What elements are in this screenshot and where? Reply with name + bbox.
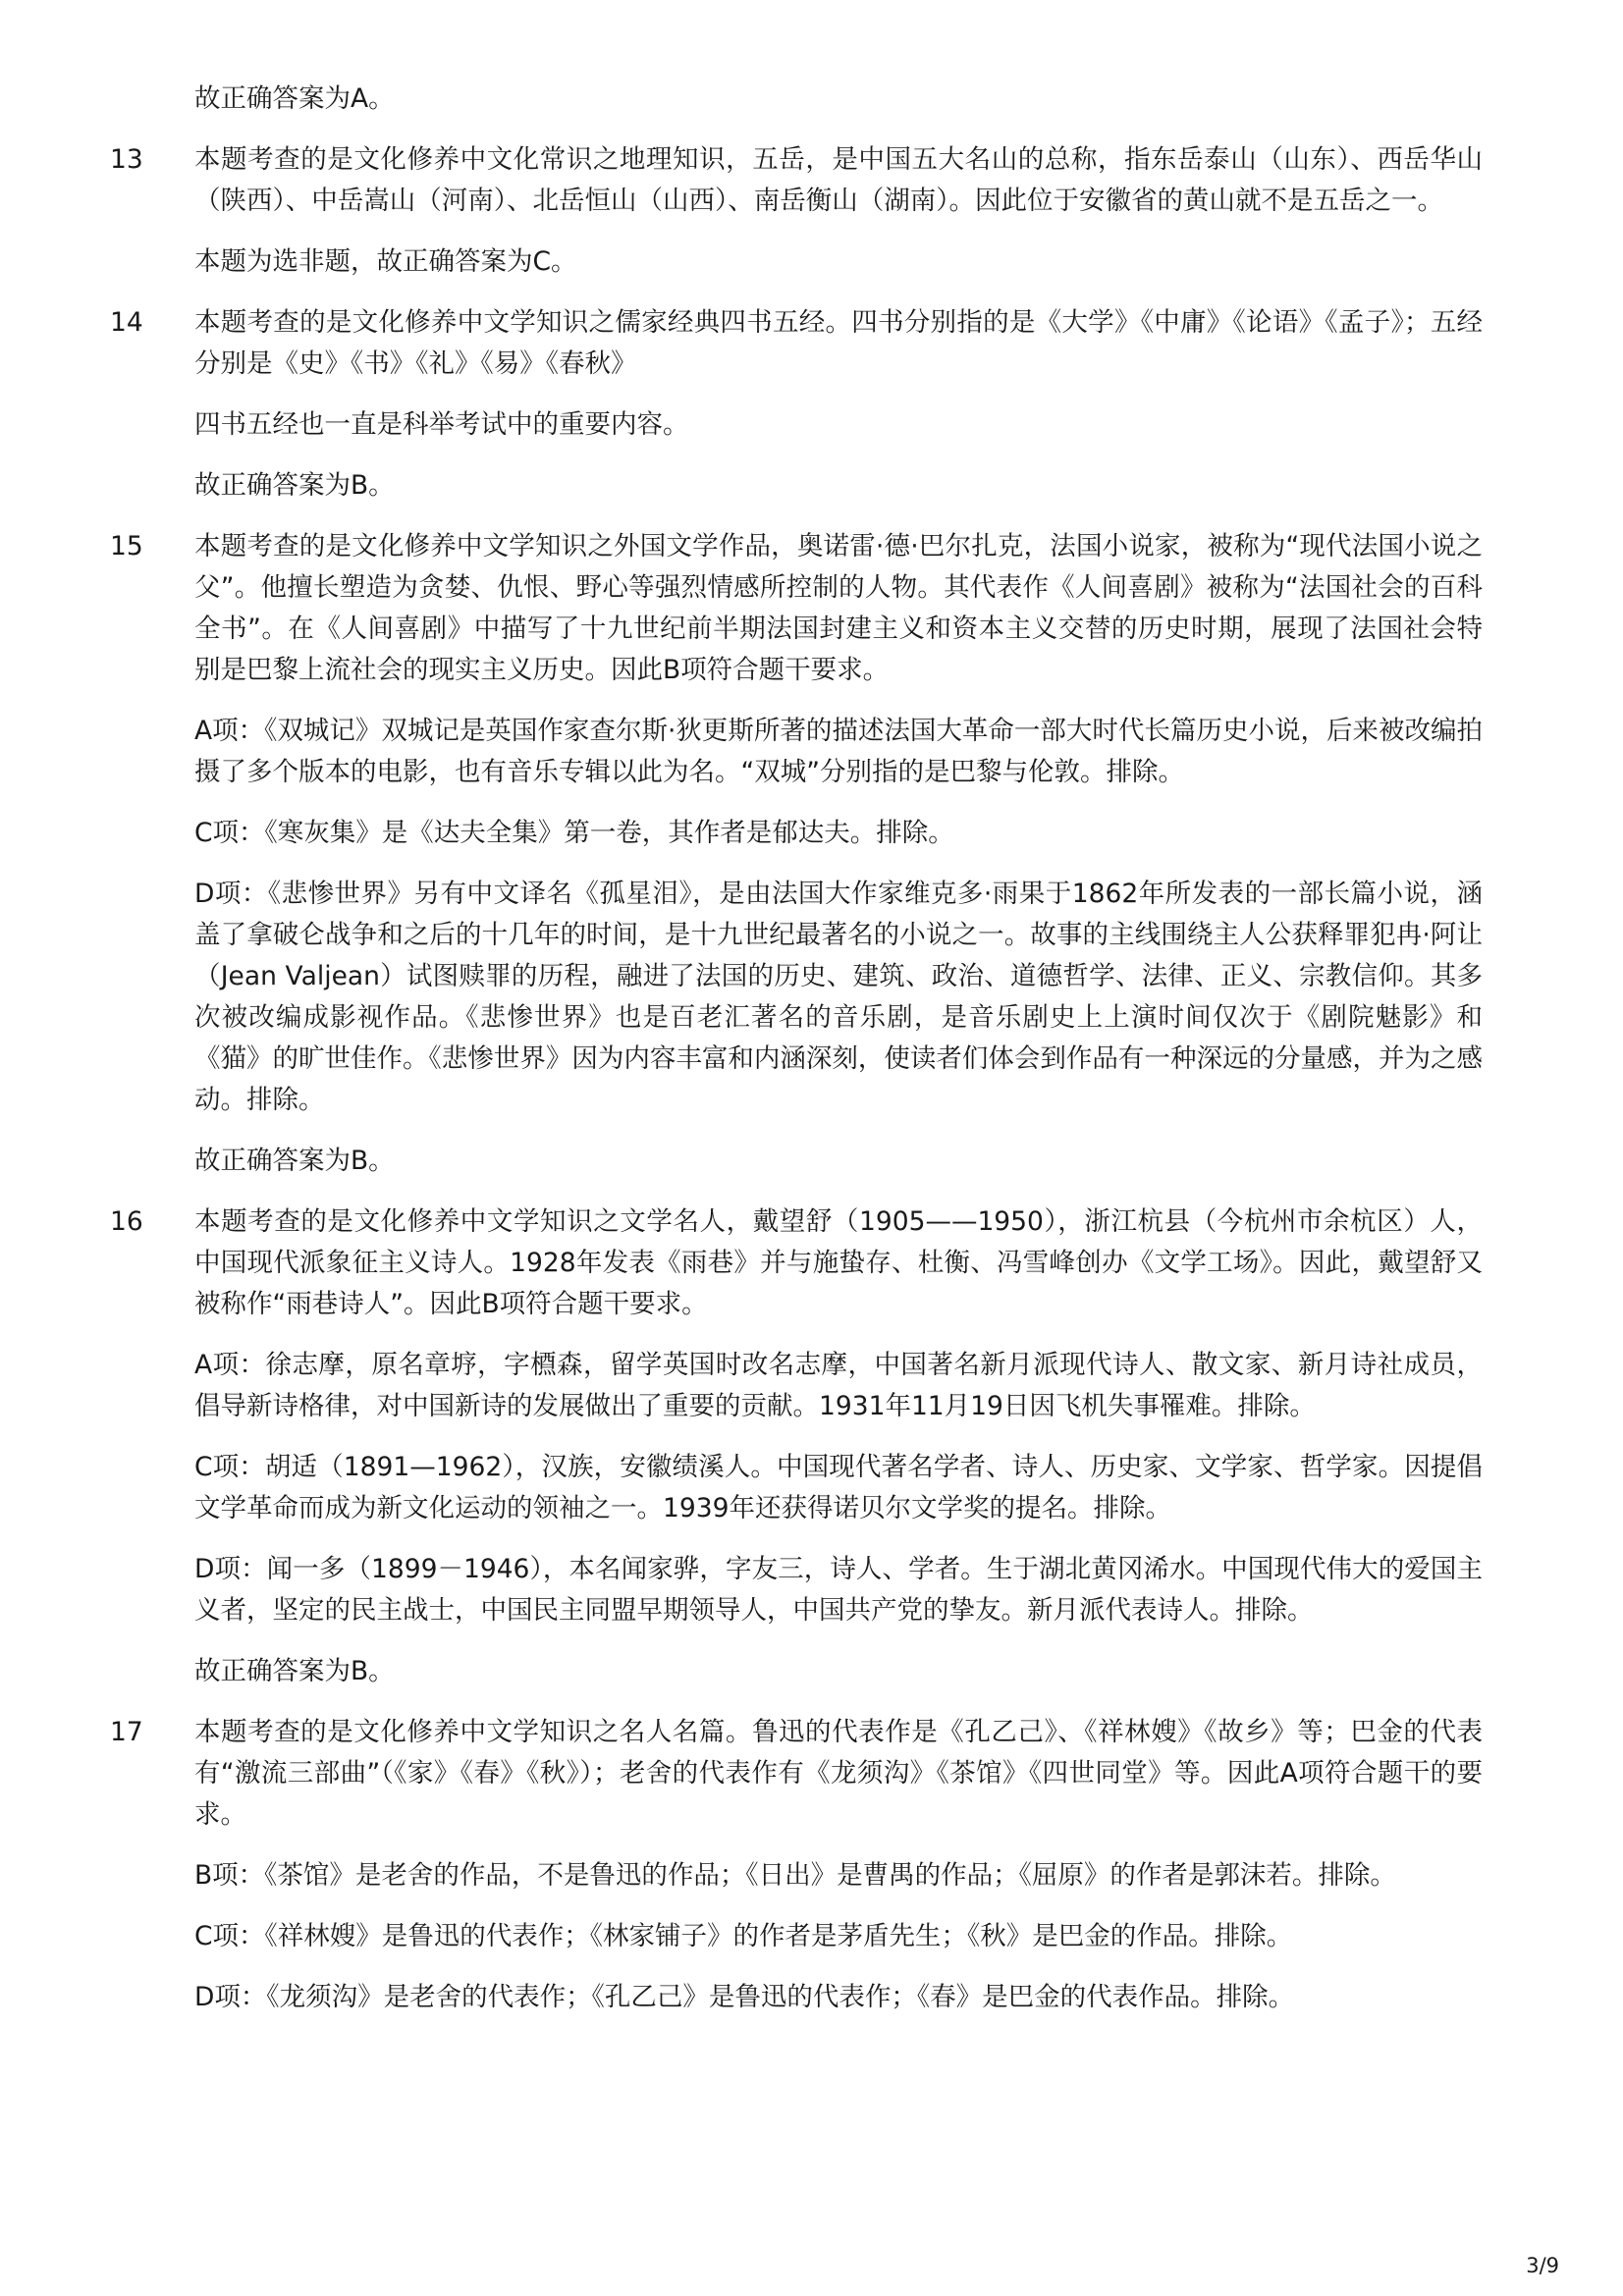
entry-paragraphs — [194, 302, 1483, 526]
option-a-paragraph: A项：徐志摩，原名章垿，字槱森，留学英国时改名志摩，中国著名新月派现代诗人、散文家、新月诗社成员，倡导新诗格律，对中国新诗的发展做出了重要的贡献。1931年11月19日因飞机失事罹难。排除。 — [194, 1350, 1483, 1421]
option-a-paragraph: A项：《双城记》双城记是英国作家查尔斯·狄更斯所著的描述法国大革命一部大时代长篇历史小说，后来被改编拍摄了多个版本的电影，也有音乐专辑以此为名。“双城”分别指的是巴黎与伦敦。排除。 — [194, 716, 1483, 787]
entry-paragraphs — [194, 1201, 1483, 1712]
entry-paragraphs — [194, 139, 1483, 302]
explanation-paragraph: 本题考查的是文化修养中文学知识之文学名人，戴望舒（1905——1950），浙江杭县（今杭州市余杭区）人，中国现代派象征主义诗人。1928年发表《雨巷》并与施蛰存、杜衡、冯雪峰创办《文学工场》。因此，戴望舒又被称作“雨巷诗人”。因此B项符合题干要求。 — [194, 1206, 1483, 1319]
explanation-paragraph: 本题考查的是文化修养中文学知识之名人名篇。鲁迅的代表作是《孔乙己》、《祥林嫂》《故乡》等；巴金的代表有“激流三部曲”（《家》《春》《秋》）；老舍的代表作有《龙须沟》《茶馆》《四世同堂》等。因此A项符合题干的要求。 — [194, 1717, 1483, 1830]
question-number: 15 — [110, 531, 143, 561]
question-number: 16 — [110, 1206, 143, 1237]
answer-paragraph: 故正确答案为B。 — [194, 1656, 395, 1686]
answer-entry-17 — [108, 1712, 1483, 2038]
explanation-paragraph: 四书五经也一直是科举考试中的重要内容。 — [194, 409, 689, 440]
option-c-paragraph: C项：《寒灰集》是《达夫全集》第一卷，其作者是郁达夫。排除。 — [194, 818, 954, 848]
option-d-paragraph: D项：《龙须沟》是老舍的代表作；《孔乙己》是鲁迅的代表作；《春》是巴金的代表作品。排除。 — [194, 1982, 1295, 2012]
document-body — [108, 79, 1483, 2038]
answer-entry-15 — [108, 526, 1483, 1201]
answer-entry-13 — [108, 139, 1483, 302]
answer-entry-14 — [108, 302, 1483, 526]
question-number: 14 — [110, 307, 143, 338]
lead-paragraph: 故正确答案为A。 — [194, 83, 395, 114]
page-number: 3/9 — [1526, 2254, 1559, 2277]
question-number: 13 — [110, 144, 143, 175]
option-b-paragraph: B项：《茶馆》是老舍的作品，不是鲁迅的作品；《日出》是曹禺的作品；《屈原》的作者是郭沫若。排除。 — [194, 1860, 1396, 1891]
question-number: 17 — [110, 1717, 143, 1747]
explanation-paragraph: 本题考查的是文化修养中文化常识之地理知识，五岳，是中国五大名山的总称，指东岳泰山（山东）、西岳华山（陕西）、中岳嵩山（河南）、北岳恒山（山西）、南岳衡山（湖南）。因此位于安徽省的黄山就不是五岳之一。 — [194, 144, 1483, 216]
entry-paragraphs — [194, 1712, 1483, 2038]
answer-paragraph: 故正确答案为B。 — [194, 1146, 395, 1176]
option-d-paragraph: D项：闻一多（1899－1946），本名闻家骅，字友三，诗人、学者。生于湖北黄冈浠水。中国现代伟大的爱国主义者，坚定的民主战士，中国民主同盟早期领导人，中国共产党的挚友。新月派代表诗人。排除。 — [194, 1554, 1483, 1626]
explanation-paragraph: 本题考查的是文化修养中文学知识之儒家经典四书五经。四书分别指的是《大学》《中庸》《论语》《孟子》；五经分别是《史》《书》《礼》《易》《春秋》 — [194, 307, 1483, 379]
option-d-paragraph: D项：《悲惨世界》另有中文译名《孤星泪》，是由法国大作家维克多·雨果于1862年所发表的一部长篇小说，涵盖了拿破仑战争和之后的十几年的时间，是十九世纪最著名的小说之一。故事的主线围绕主人公获释罪犯冉·阿让（Jean Valjean）试图赎罪的历程，融进了法国的历史、建筑、政治、道德哲学、法律、正义、宗教信仰。其多次被改编成影视作品。《悲惨世界》也是百老汇著名的音乐剧，是音乐剧史上上演时间仅次于《剧院魅影》和《猫》的旷世佳作。《悲惨世界》因为内容丰富和内涵深刻，使读者们体会到作品有一种深远的分量感，并为之感动。排除。 — [194, 879, 1483, 1115]
answer-entry-16 — [108, 1201, 1483, 1712]
option-c-paragraph: C项：《祥林嫂》是鲁迅的代表作；《林家铺子》的作者是茅盾先生；《秋》是巴金的作品。排除。 — [194, 1921, 1293, 1951]
answer-paragraph: 故正确答案为B。 — [194, 470, 395, 501]
option-c-paragraph: C项：胡适（1891—1962），汉族，安徽绩溪人。中国现代著名学者、诗人、历史家、文学家、哲学家。因提倡文学革命而成为新文化运动的领袖之一。1939年还获得诺贝尔文学奖的提名。排除。 — [194, 1452, 1483, 1523]
answer-paragraph: 本题为选非题，故正确答案为C。 — [194, 246, 577, 277]
explanation-paragraph: 本题考查的是文化修养中文学知识之外国文学作品，奥诺雷·德·巴尔扎克，法国小说家，被称为“现代法国小说之父”。他擅长塑造为贪婪、仇恨、野心等强烈情感所控制的人物。其代表作《人间喜剧》被称为“法国社会的百科全书”。在《人间喜剧》中描写了十九世纪前半期法国封建主义和资本主义交替的历史时期，展现了法国社会特别是巴黎上流社会的现实主义历史。因此B项符合题干要求。 — [194, 531, 1483, 685]
entry-paragraphs — [194, 526, 1483, 1201]
